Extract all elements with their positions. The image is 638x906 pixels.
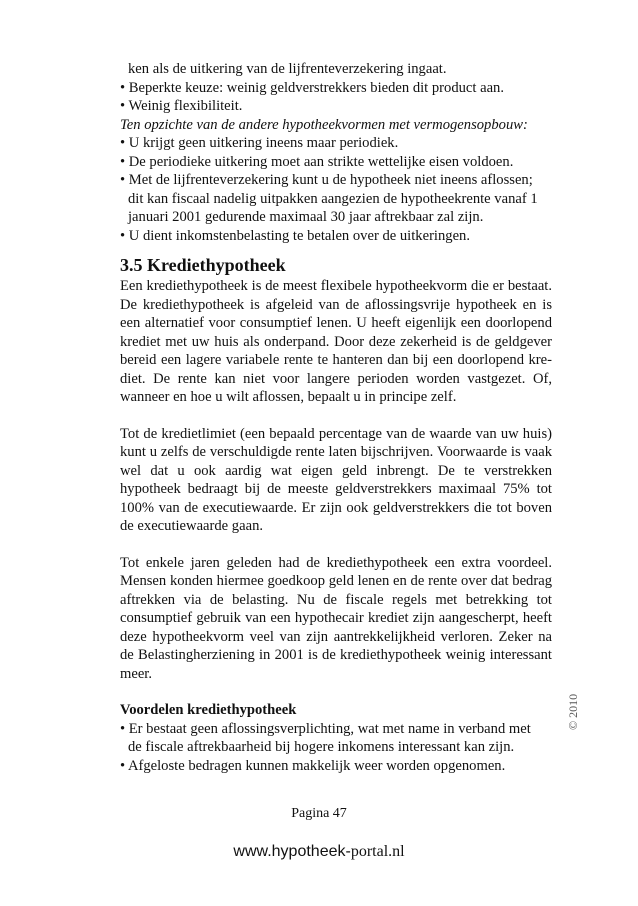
bullet-item: • De periodieke uitkering moet aan strikte wettelijke eisen voldoen. — [120, 153, 514, 170]
bullet-item: • U krijgt geen uitkering ineens maar periodiek. — [120, 135, 399, 151]
bullet-item: • Afgeloste bedragen kunnen makkelijk weer worden opgenomen. — [120, 757, 506, 774]
bullet-item: • Er bestaat geen aflossingsverplichting, wat met name in verband met — [120, 720, 531, 737]
footer-url-suffix[interactable]: portal.nl — [350, 843, 405, 860]
bullet-item: • Met de lijfrenteverzekering kunt u de hypotheek niet ineens aflossen; — [120, 172, 533, 188]
footer-url-main[interactable]: www.hypotheek- — [233, 843, 351, 860]
advantages-heading: Voordelen krediethypotheek — [120, 702, 297, 718]
section-heading: 3.5 Krediethypotheek — [120, 255, 286, 275]
paragraph: Tot de kredietlimiet (een bepaald percentage van de waarde van uw huis) kunt u zelfs de verschuldigde rente laten bijschrijven. Voorwaarde is vaak wel dat u ook aardig wat eigen geld inbrengt. De te verstrekken hypotheek bedraagt bij de meeste geldverstrekkers maximaal 75% tot 100% van de executiewaarde. Er zijn ook geldverstrekkers die tot boven de executiewaarde gaan. — [120, 425, 552, 534]
page-number: Pagina 47 — [291, 806, 347, 821]
body-text — [120, 60, 552, 775]
paragraph: Een krediethypotheek is de meest flexibele hypotheekvorm die er bestaat. De krediethypotheek is afgeleid van de aflossingsvrije hypotheek en is een alternatief voor consumptief lenen. U heeft eigenlijk een doorlopend krediet met uw huis als onderpand. Door deze zekerheid is de geldgever bereid een lagere variabele rente te hanteren dan bij een doorlopend kre-diet. De rente kan niet voor langere perioden worden vastgezet. Of, wanneer en hoe u wilt aflossen, bepaalt u in principe zelf. — [120, 278, 552, 405]
intro-line: ken als de uitkering van de lijfrenteverzekering ingaat. — [128, 61, 447, 77]
copyright-notice: © 2010 — [566, 693, 580, 730]
bullet-continuation: dit kan fiscaal nadelig uitpakken aangezien de hypotheekrente vanaf 1 — [128, 190, 538, 207]
footer-url[interactable] — [0, 843, 638, 861]
intro-italic: Ten opzichte van de andere hypotheekvormen met vermogensopbouw: — [120, 116, 528, 133]
bullet-continuation: januari 2001 gedurende maximaal 30 jaar aftrekbaar zal zijn. — [128, 209, 484, 225]
paragraph: Tot enkele jaren geleden had de krediethypotheek een extra voordeel. Mensen konden hiermee goedkoop geld lenen en de rente over dat bedrag aftrekken via de belasting. Nu de fiscale regels met betrekking tot consumptief gebruik van een hypothecair krediet zijn aangescherpt, heeft deze hypotheekvorm veel van zijn aantrekkelijkheid verloren. Zeker na de Belastingherziening in 2001 is de krediethypotheek weinig interessant meer. — [120, 554, 552, 682]
bullet-continuation: de fiscale aftrekbaarheid bij hogere inkomens interessant kan zijn. — [128, 739, 515, 755]
bullet-item: • Weinig flexibiliteit. — [120, 98, 243, 114]
bullet-item: • Beperkte keuze: weinig geldverstrekkers bieden dit product aan. — [120, 79, 504, 96]
bullet-item: • U dient inkomstenbelasting te betalen over de uitkeringen. — [120, 227, 470, 244]
